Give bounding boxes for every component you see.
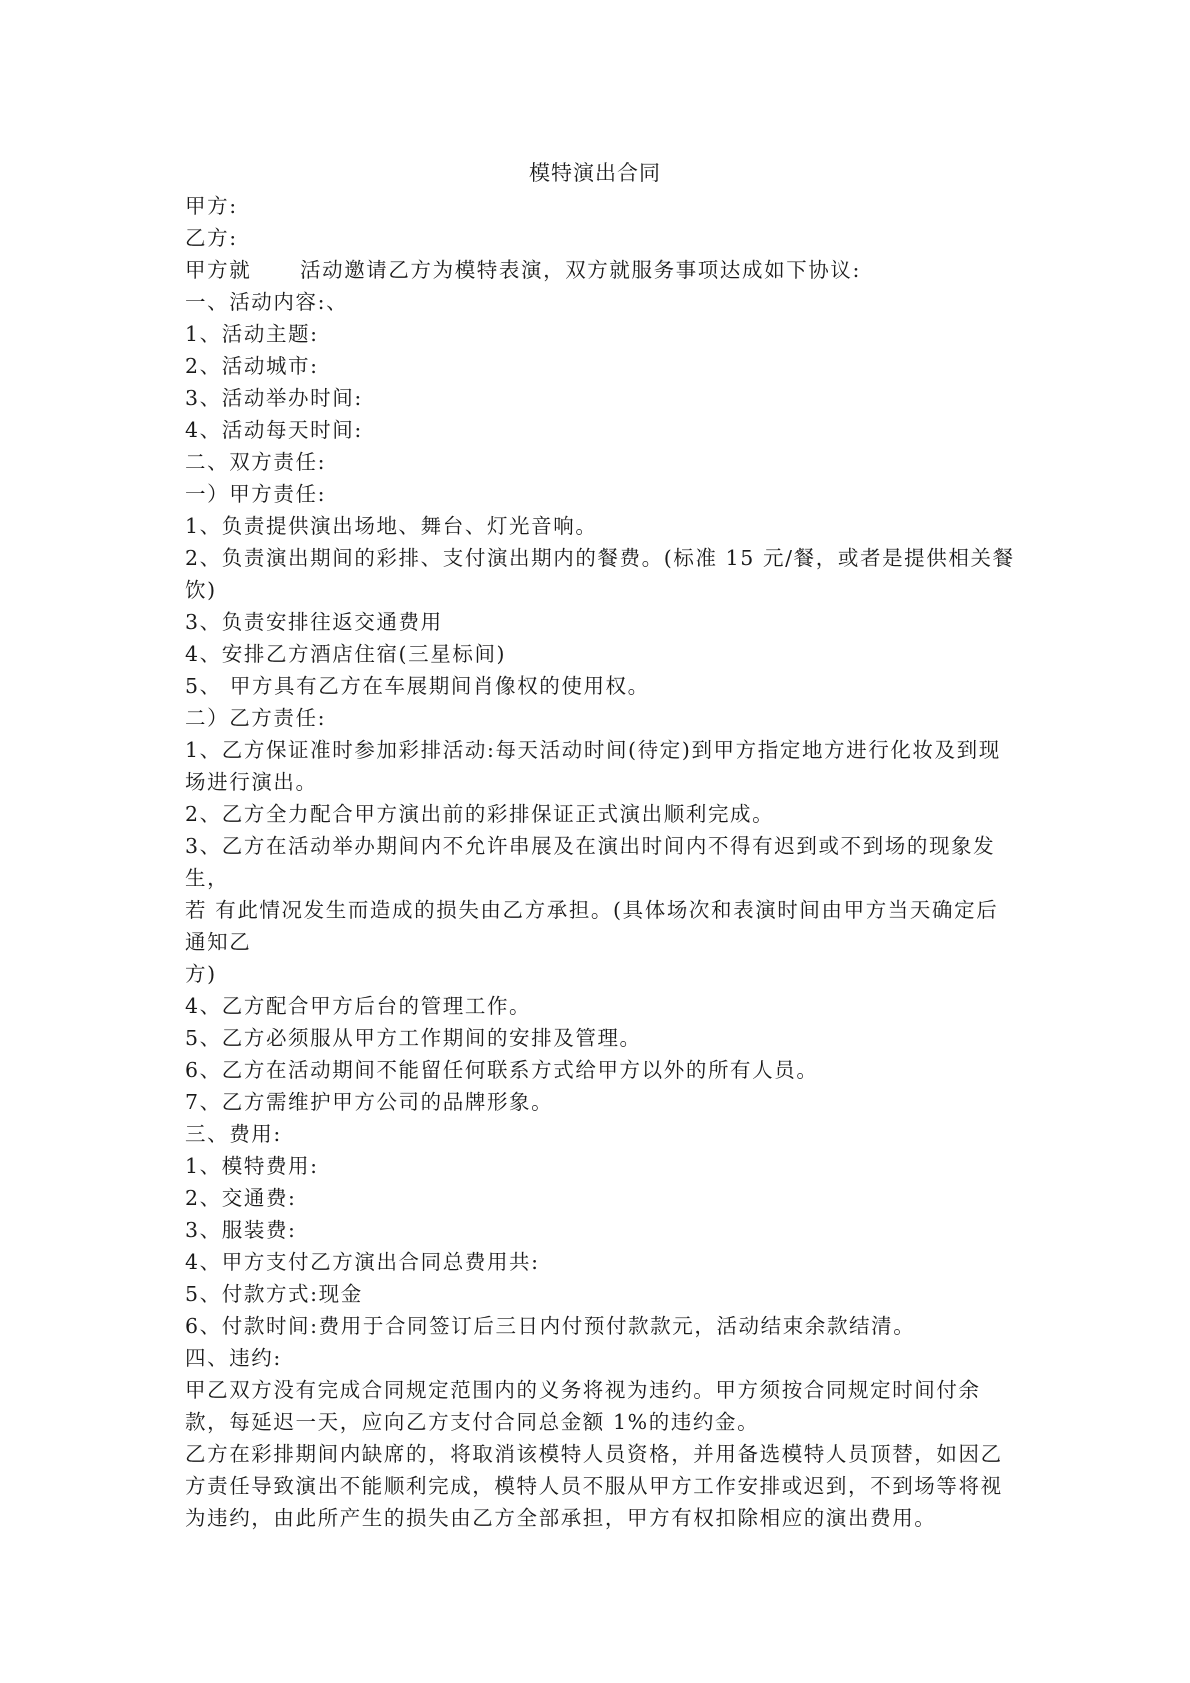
clause-item: 6、付款时间:费用于合同签订后三日内付预付款款元，活动结束余款结清。 — [185, 1314, 916, 1338]
clause-item: 4、安排乙方酒店住宿(三星标间) — [185, 642, 507, 666]
clause-item: 5、付款方式:现金 — [185, 1282, 363, 1306]
clause-item: 2、乙方全力配合甲方演出前的彩排保证正式演出顺利完成。 — [185, 802, 775, 826]
breach-paragraph: 乙方在彩排期间内缺席的，将取消该模特人员资格，并用备选模特人员顶替，如因乙方责任导致演出不能顺利完成，模特人员不服从甲方工作安排或迟到，不到场等将视为违约，由此所产生的损失由乙方全部承担，甲方有权扣除相应的演出费用。 — [185, 1442, 1003, 1530]
clause-item: 5、 甲方具有乙方在车展期间肖像权的使用权。 — [185, 674, 650, 698]
section-heading-fees: 三、费用: — [185, 1122, 282, 1146]
party-b-line: 乙方: — [185, 226, 238, 250]
clause-item: 6、乙方在活动期间不能留任何联系方式给甲方以外的所有人员。 — [185, 1058, 819, 1082]
section-heading-activity: 一、活动内容:、 — [185, 290, 349, 314]
clause-item: 2、活动城市: — [185, 354, 319, 378]
breach-paragraph: 甲乙双方没有完成合同规定范围内的义务将视为违约。甲方须按合同规定时间付余款，每延迟一天，应向乙方支付合同总金额 1%的违约金。 — [185, 1378, 981, 1434]
clause-item: 3、服装费: — [185, 1218, 297, 1242]
document-title: 模特演出合同 — [529, 161, 661, 185]
clause-item: 1、模特费用: — [185, 1154, 319, 1178]
clause-item: 7、乙方需维护甲方公司的品牌形象。 — [185, 1090, 554, 1114]
clause-item: 1、乙方保证准时参加彩排活动:每天活动时间(待定)到甲方指定地方进行化妆及到现场进行演出。 — [185, 738, 1001, 794]
clause-item: 4、乙方配合甲方后台的管理工作。 — [185, 994, 532, 1018]
intro-paragraph: 甲方就 活动邀请乙方为模特表演，双方就服务事项达成如下协议: — [185, 258, 862, 282]
section-heading-responsibilities: 二、双方责任: — [185, 450, 327, 474]
clause-item: 4、活动每天时间: — [185, 418, 363, 442]
subsection-heading-party-a: 一）甲方责任: — [185, 482, 327, 506]
clause-item: 3、负责安排往返交通费用 — [185, 610, 443, 634]
clause-item: 4、甲方支付乙方演出合同总费用共: — [185, 1250, 540, 1274]
clause-item: 2、交通费: — [185, 1186, 297, 1210]
document-body — [185, 190, 1015, 1534]
clause-item: 3、乙方在活动举办期间内不允许串展及在演出时间内不得有迟到或不到场的现象发生， — [185, 834, 996, 890]
clause-item: 5、乙方必须服从甲方工作期间的安排及管理。 — [185, 1026, 642, 1050]
clause-item: 3、活动举办时间: — [185, 386, 363, 410]
clause-item: 1、活动主题: — [185, 322, 319, 346]
clause-item: 2、负责演出期间的彩排、支付演出期内的餐费。(标准 15 元/餐，或者是提供相关餐饮) — [185, 546, 1015, 602]
clause-item: 1、负责提供演出场地、舞台、灯光音响。 — [185, 514, 598, 538]
clause-continuation: 若 有此情况发生而造成的损失由乙方承担。(具体场次和表演时间由甲方当天确定后通知乙 — [185, 898, 999, 954]
clause-continuation: 方) — [185, 962, 217, 986]
party-a-line: 甲方: — [185, 194, 238, 218]
section-heading-breach: 四、违约: — [185, 1346, 282, 1370]
subsection-heading-party-b: 二）乙方责任: — [185, 706, 327, 730]
